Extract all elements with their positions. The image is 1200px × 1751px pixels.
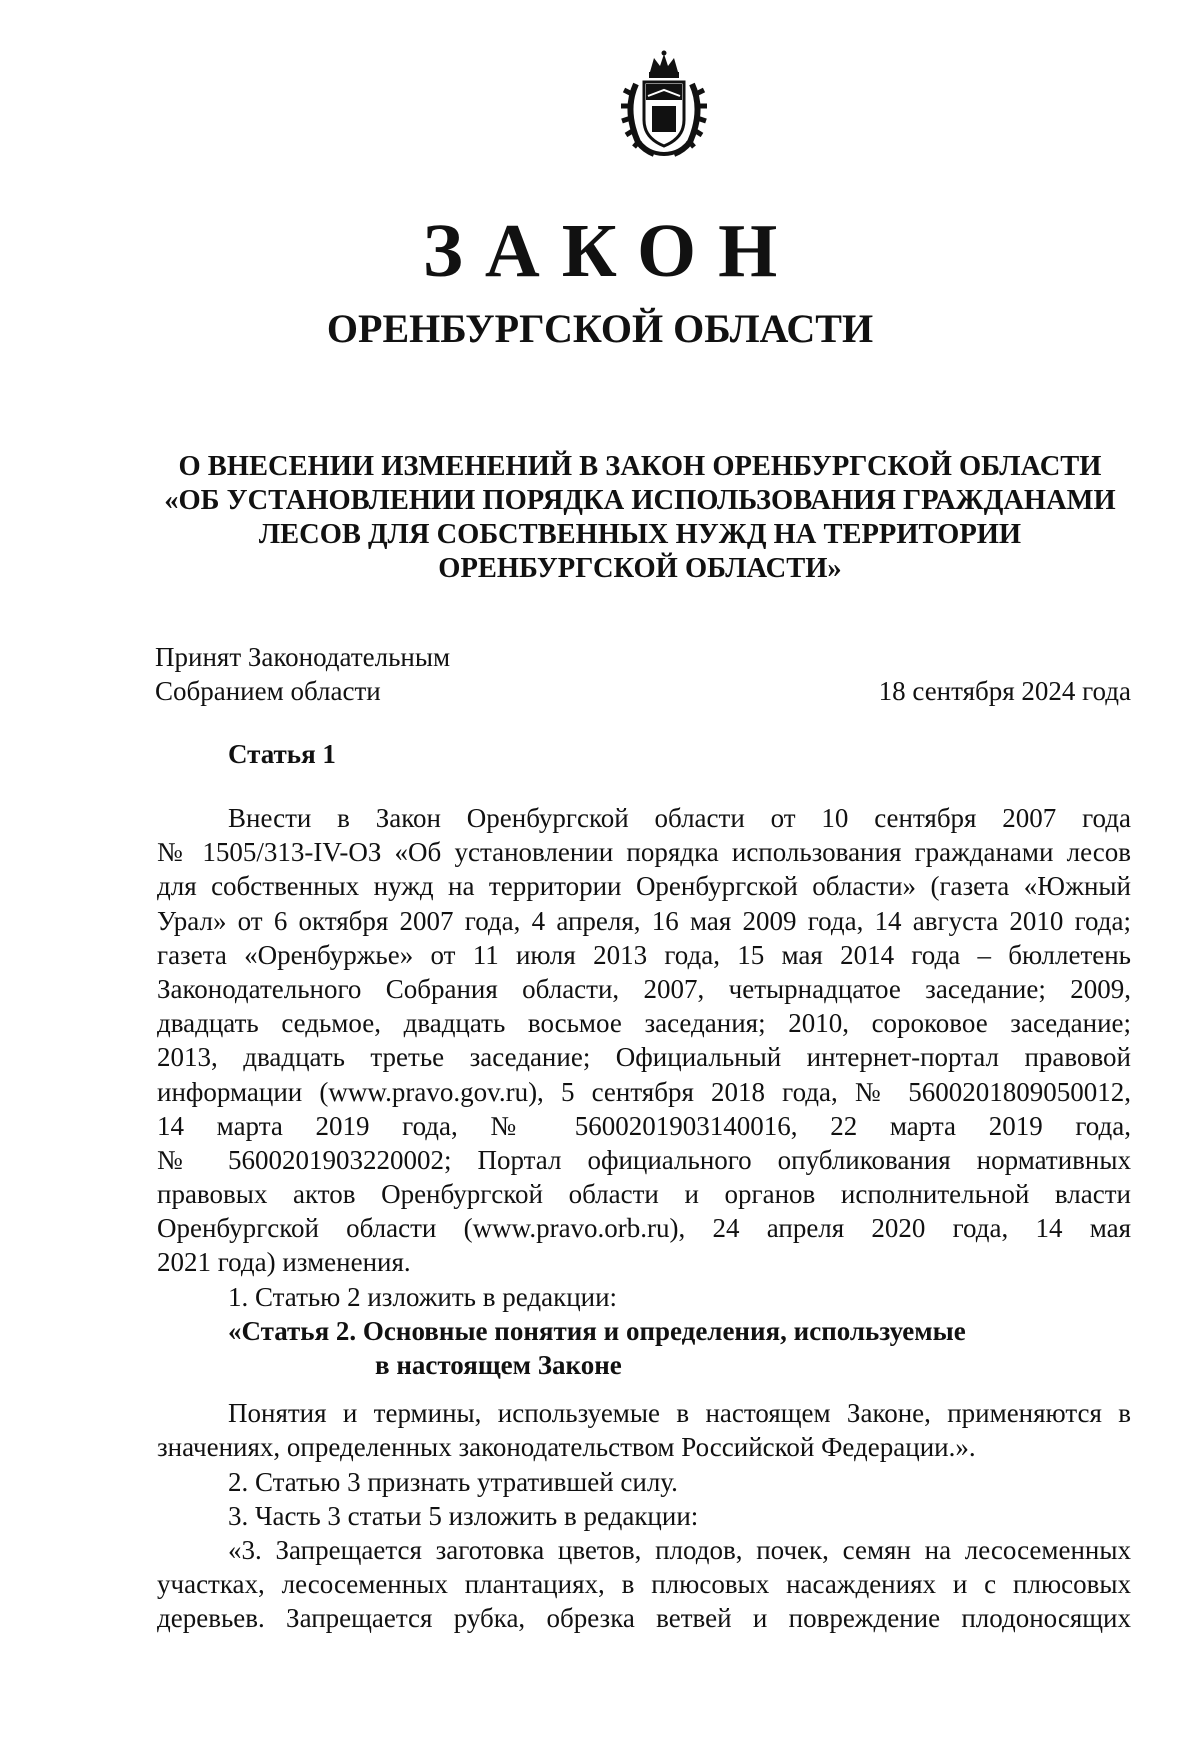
article-1-title: Статья 1 — [228, 739, 336, 769]
body-line: газета «Оренбуржье» от 11 июля 2013 года, 15 мая 2014 года – бюллетень — [157, 939, 1131, 970]
body-line: правовых актов Оренбургской области и органов исполнительной власти — [157, 1179, 1131, 1210]
body-line: 2013, двадцать третье заседание; Официальный интернет-портал правовой — [157, 1042, 1131, 1073]
adopted-by — [155, 640, 450, 708]
article-2-text-line: значениях, определенных законодательством Российской Федерации.». — [157, 1432, 976, 1463]
item-3-text-line: деревьев. Запрещается рубка, обрезка ветвей и повреждение плодоносящих — [157, 1603, 1131, 1634]
article-1-body — [157, 801, 1131, 1636]
law-heading — [140, 450, 1140, 586]
heading-line: О ВНЕСЕНИИ ИЗМЕНЕНИЙ В ЗАКОН ОРЕНБУРГСКОЙ ОБЛАСТИ — [178, 451, 1102, 482]
item-3-text-line: участках, лесосеменных плантациях, в плюсовых насаждениях и с плюсовых — [157, 1569, 1131, 1600]
body-line: № 1505/313-IV-ОЗ «Об установлении порядка использования гражданами лесов — [157, 837, 1131, 868]
body-line: 14 марта 2019 года, № 5600201903140016, 22 марта 2019 года, — [157, 1110, 1131, 1141]
article-2-text-line: Понятия и термины, используемые в настоящем Законе, применяются в — [228, 1398, 1131, 1429]
article-2-title-line: «Статья 2. Основные понятия и определения, используемые — [228, 1315, 966, 1346]
body-line: 2021 года) изменения. — [157, 1247, 411, 1278]
document-subtitle: ОРЕНБУРГСКОЙ ОБЛАСТИ — [326, 306, 874, 351]
body-line: Оренбургской области (www.pravo.orb.ru), 24 апреля 2020 года, 14 мая — [157, 1213, 1131, 1244]
item-2: 2. Статью 3 признать утратившей силу. — [228, 1466, 678, 1497]
article-2-title-line: в настоящем Законе — [375, 1350, 622, 1380]
body-line: для собственных нужд на территории Оренбургской области» (газета «Южный — [157, 871, 1131, 902]
adopted-line: Принят Законодательным — [155, 642, 451, 672]
item-3: 3. Часть 3 статьи 5 изложить в редакции: — [228, 1500, 699, 1531]
body-line: Внести в Закон Оренбургской области от 10 сентября 2007 года — [228, 803, 1131, 833]
adopted-line: Собранием области — [155, 676, 381, 706]
body-line: двадцать седьмое, двадцать восьмое заседания; 2010, сороковое заседание; — [157, 1008, 1131, 1039]
heading-line: «ОБ УСТАНОВЛЕНИИ ПОРЯДКА ИСПОЛЬЗОВАНИЯ ГРАЖДАНАМИ — [164, 485, 1116, 516]
item-1: 1. Статью 2 изложить в редакции: — [228, 1281, 618, 1312]
body-line: Урал» от 6 октября 2007 года, 4 апреля, 16 мая 2009 года, 14 августа 2010 года; — [157, 905, 1131, 936]
body-line: информации (www.pravo.gov.ru), 5 сентября 2018 года, № 5600201809050012, — [157, 1076, 1131, 1107]
body-line: № 5600201903220002; Портал официального опубликования нормативных — [157, 1144, 1131, 1175]
item-3-text-line: «3. Запрещается заготовка цветов, плодов, почек, семян на лесосеменных — [228, 1534, 1131, 1565]
adoption-date: 18 сентября 2024 года — [878, 676, 1131, 706]
document-title: ЗАКОН — [422, 209, 800, 293]
coat-of-arms-icon — [614, 50, 714, 158]
body-line: Законодательного Собрания области, 2007, четырнадцатое заседание; 2009, — [157, 973, 1131, 1004]
heading-line: ОРЕНБУРГСКОЙ ОБЛАСТИ» — [438, 553, 842, 584]
heading-line: ЛЕСОВ ДЛЯ СОБСТВЕННЫХ НУЖД НА ТЕРРИТОРИИ — [258, 519, 1022, 550]
